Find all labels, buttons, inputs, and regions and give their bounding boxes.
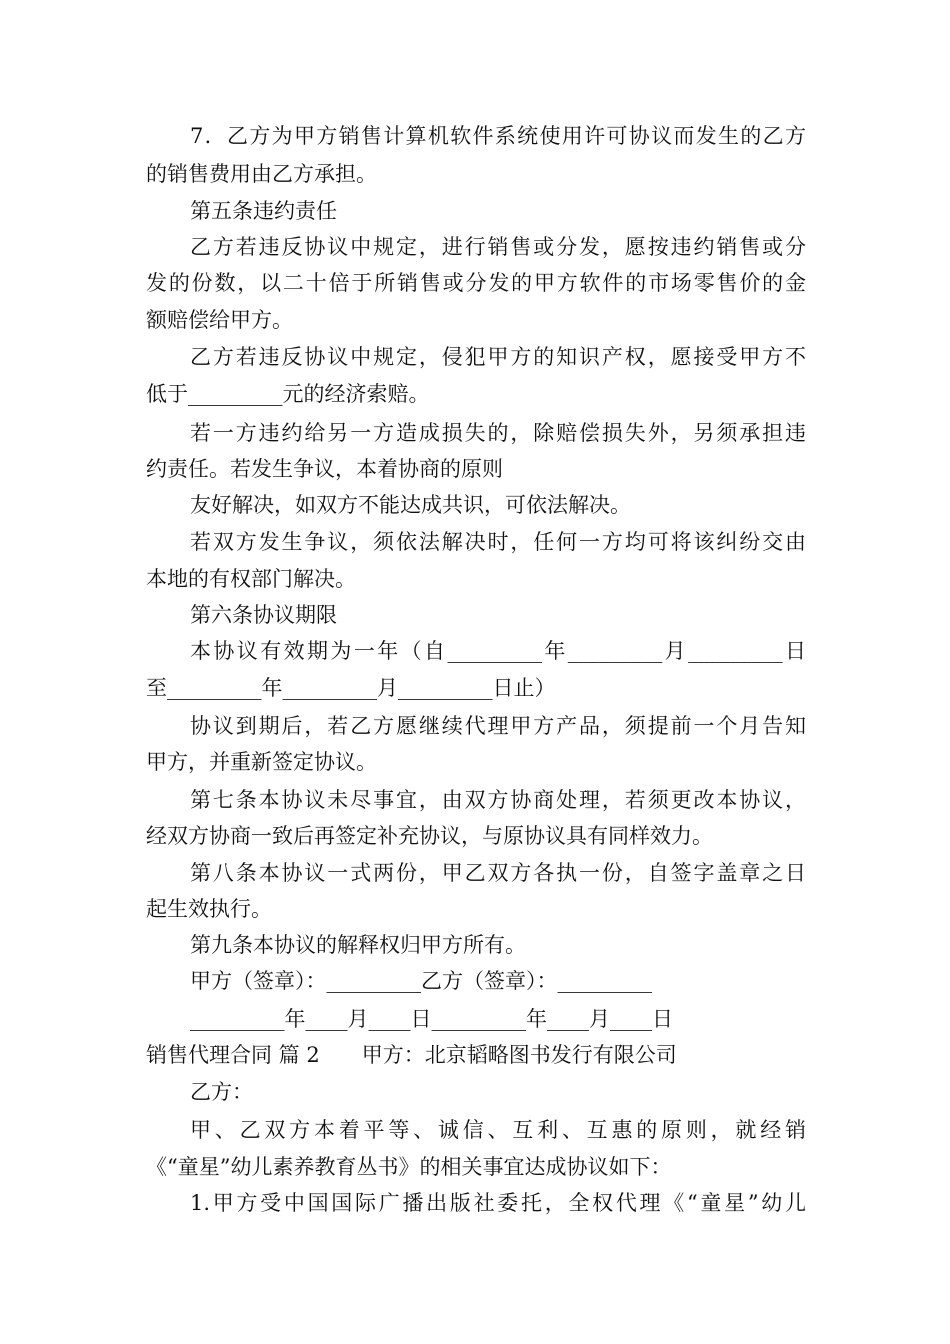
para-line: 额赔偿给甲方。	[146, 308, 293, 332]
para-line: 甲方，并重新签定协议。	[146, 750, 377, 774]
para-line: 若双方发生争议，须依法解决时，任何一方均可将该纠纷交由	[190, 530, 806, 554]
para-line: 若一方违约给另一方造成损失的，除赔偿损失外，另须承担违	[190, 421, 806, 445]
para-line: 乙方：	[190, 1080, 253, 1104]
date-line: _________年____月____日_________年____月____日	[190, 1007, 673, 1031]
section-heading: 第六条协议期限	[190, 603, 337, 627]
para-line: 本地的有权部门解决。	[146, 567, 356, 591]
para-line: 第七条本协议未尽事宜，由双方协商处理，若须更改本协议，	[190, 788, 806, 812]
para-line: 低于_________元的经济索赔。	[146, 382, 430, 406]
para-line: 约责任。若发生争议，本着协商的原则	[146, 457, 503, 481]
para-line: 经双方协商一致后再签定补充协议，与原协议具有同样效力。	[146, 824, 713, 848]
para-line: 甲、乙双方本着平等、诚信、互利、互惠的原则，就经销	[190, 1118, 806, 1142]
para-line: 7．乙方为甲方销售计算机软件系统使用许可协议而发生的乙方	[190, 124, 806, 148]
signature-line: 甲方（签章）：_________乙方（签章）：_________	[190, 969, 652, 993]
para-line: 至_________年_________月_________日止）	[146, 676, 556, 700]
contract-title-line: 销售代理合同 篇 2 甲方：北京韬略图书发行有限公司	[146, 1043, 677, 1067]
para-line: 发的份数，以二十倍于所销售或分发的甲方软件的市场零售价的金	[146, 271, 806, 295]
para-line: 第九条本协议的解释权归甲方所有。	[190, 933, 526, 957]
para-line: 起生效执行。	[146, 897, 272, 921]
para-line: 本协议有效期为一年（自_________年_________月_________日	[190, 639, 806, 663]
para-line: 协议到期后，若乙方愿继续代理甲方产品，须提前一个月告知	[190, 714, 806, 738]
para-line: 乙方若违反协议中规定，侵犯甲方的知识产权，愿接受甲方不	[190, 345, 806, 369]
section-heading: 第五条违约责任	[190, 199, 337, 223]
para-line: 1.甲方受中国国际广播出版社委托，全权代理《“童星”幼儿	[190, 1191, 806, 1215]
para-line: 的销售费用由乙方承担。	[146, 162, 377, 186]
para-line: 友好解决，如双方不能达成共识，可依法解决。	[190, 493, 631, 517]
para-line: 第八条本协议一式两份，甲乙双方各执一份，自签字盖章之日	[190, 861, 806, 885]
para-line: 乙方若违反协议中规定，进行销售或分发，愿按违约销售或分	[190, 235, 806, 259]
para-line: 《“童星”幼儿素养教育丛书》的相关事宜达成协议如下：	[146, 1155, 672, 1179]
